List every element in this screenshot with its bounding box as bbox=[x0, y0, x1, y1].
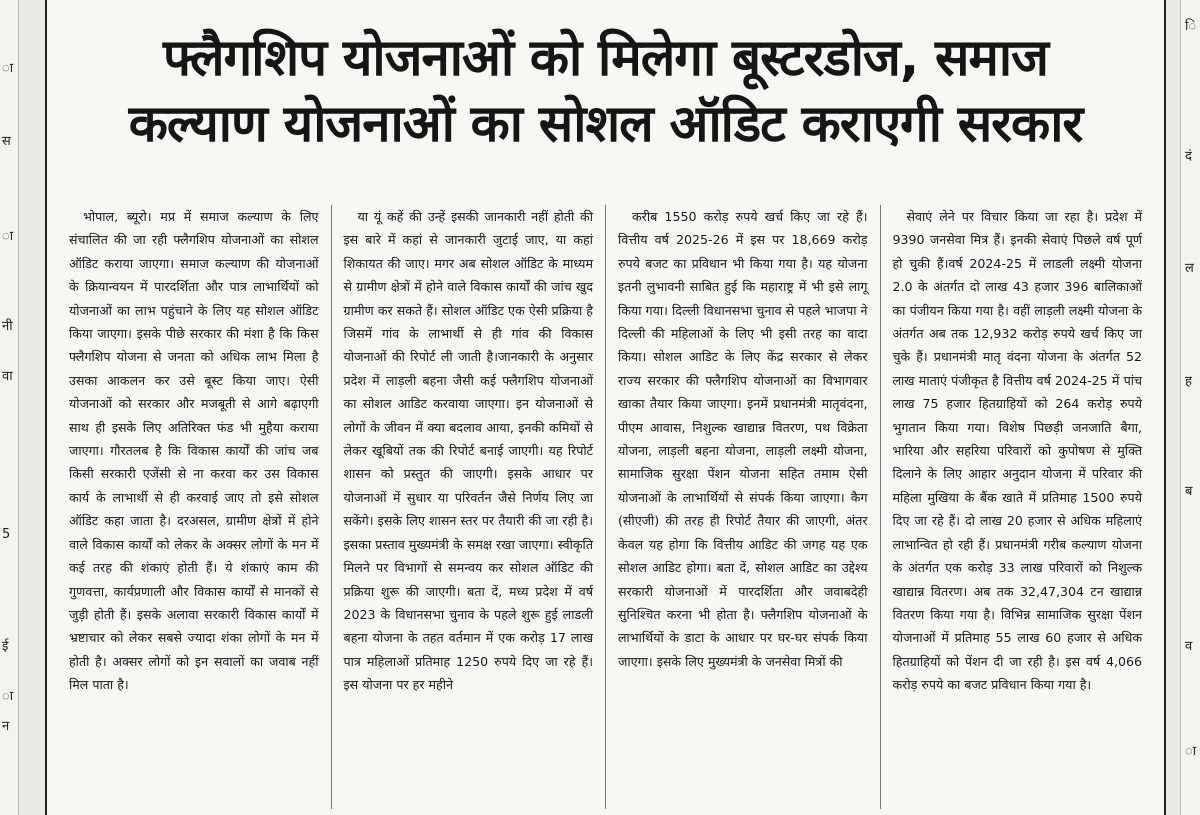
right-fragment: ब bbox=[1185, 484, 1193, 499]
left-fragment: ा bbox=[2, 229, 14, 244]
right-fragment: व bbox=[1185, 639, 1193, 654]
left-fragment: ई bbox=[2, 639, 9, 654]
right-fragment: ा bbox=[1185, 744, 1197, 759]
article-body bbox=[57, 205, 1154, 809]
adjacent-article-right-edge bbox=[1180, 0, 1200, 815]
right-fragment: दं bbox=[1185, 149, 1192, 164]
left-fragment: स bbox=[2, 134, 11, 149]
newspaper-article bbox=[45, 0, 1166, 815]
column-text: या यूं कहें की उन्हें इसकी जानकारी नहीं होती की इस बारे में कहां से जानकारी जुटाई जाए, या कहां शिकायत की जाए। मगर अब सोशल ऑडिट के माध्यम से ग्रामीण क्षेत्रों में होने वाले विकास कार्यों की जांच खुद ग्रामीण कर सकते हैं। सोशल ऑडिट एक ऐसी प्रक्रिया है जिसमें गांव के लाभार्थी से ही गांव की विकास योजनाओं की रिपोर्ट ली जाती है।जानकारी के अनुसार प्रदेश में लाड़ली बहना जैसी कई फ्लैगशिप योजनाओं का सोशल आडिट करवाया जाएगा। इन योजनाओं से लोगों के जीवन में क्या बदलाव आया, इनकी कमियों से लेकर खूबियों तक की रिपोर्ट बनाई जाएगी। यह रिपोर्ट शासन को प्रस्तुत की जाएगी। इसके आधार पर योजनाओं में सुधार या परिवर्तन जैसे निर्णय लिए जा सकेंगे। इसके लिए शासन स्तर पर तैयारी की जा रही है। इसका प्रस्ताव मुख्यमंत्री के समक्ष रखा जाएगा। स्वीकृति मिलने पर विभागों से समन्वय कर सोशल ऑडिट की प्रक्रिया शुरू की जाएगी। बता दें, मध्य प्रदेश में वर्ष 2023 के विधानसभा चुनाव के पहले शुरू हुई लाडली बहना योजना के तहत वर्तमान में एक करोड़ 17 लाख पात्र महिलाओं प्रतिमाह 1250 रुपये दिए जा रहे हैं। इस योजना पर हर महीने bbox=[343, 209, 593, 693]
headline-line-1: फ्लैगशिप योजनाओं को मिलेगा बूस्टरडोज, समाज bbox=[163, 29, 1048, 88]
left-fragment: नी bbox=[2, 319, 13, 334]
left-fragment: 5 bbox=[2, 527, 11, 542]
right-fragment: ल bbox=[1185, 261, 1194, 276]
body-column-4 bbox=[880, 205, 1155, 809]
adjacent-article-left-edge bbox=[0, 0, 19, 815]
column-text: करीब 1550 करोड़ रुपये खर्च किए जा रहे हैं। वित्तीय वर्ष 2025-26 में इस पर 18,669 करोड़ रुपये बजट का प्रविधान भी किया गया है। यह योजना इतनी लुभावनी साबित हुई कि महाराष्ट्र में भी इसे लागू किया गया। दिल्ली विधानसभा चुनाव से पहले भाजपा ने दिल्ली की महिलाओं के लिए भी इसी तरह का वादा किया। सोशल आडिट के लिए केंद्र सरकार से लेकर राज्य सरकार की फ्लैगशिप योजनाओं का विभागवार खाका तैयार किया जाएगा। इनमें प्रधानमंत्री मातृवंदना, पीएम आवास, निशुल्क खाद्यान्न वितरण, पथ विक्रेता योजना, लाड़ली बहना योजना, लाड़ली लक्ष्मी योजना, सामाजिक सुरक्षा पेंशन योजना सहित तमाम ऐसी योजनाओं के लाभार्थियों से संपर्क किया जाएगा। कैग (सीएजी) की तरह ही रिपोर्ट तैयार की जाएगी, अंतर केवल यह होगा कि वित्तीय आडिट की जगह यह एक सोशल आडिट होगा। बता दें, सोशल आडिट का उद्देश्य सरकारी योजनाओं में पारदर्शिता और जवाबदेही सुनिश्चित करना भी होता है। फ्लैगशिप योजनाओं के लाभार्थियों के डाटा के आधार पर घर-घर संपर्क किया जाएगा। इसके लिए मुख्यमंत्री के जनसेवा मित्रों की bbox=[618, 209, 868, 669]
left-fragment: न bbox=[2, 719, 10, 734]
body-column-1 bbox=[57, 205, 331, 809]
body-column-3 bbox=[605, 205, 880, 809]
body-column-2 bbox=[331, 205, 606, 809]
headline-line-2: कल्याण योजनाओं का सोशल ऑडिट कराएगी सरकार bbox=[128, 95, 1083, 154]
left-fragment: ा bbox=[2, 61, 14, 76]
right-fragment: ि bbox=[1185, 19, 1197, 34]
column-text: सेवाएं लेने पर विचार किया जा रहा है। प्रदेश में 9390 जनसेवा मित्र हैं। इनकी सेवाएं पिछले वर्ष पूर्ण हो चुकी हैं।वर्ष 2024-25 में लाडली लक्ष्मी योजना 2.0 के अंतर्गत दो लाख 43 हजार 396 बालिकाओं का पंजीयन किया गया है। वहीं लाड़ली लक्ष्मी योजना के अंतर्गत अब तक 12,932 करोड़ रुपये खर्च किए जा चुके हैं। प्रधानमंत्री मातृ वंदना योजना के अंतर्गत 52 लाख माताएं पंजीकृत है वित्तीय वर्ष 2024-25 में पांच लाख 75 हजार हितग्राहियों को 264 करोड़ रुपये भुगतान किया गया। विशेष पिछड़ी जनजाति बैगा, भारिया और सहरिया परिवारों को कुपोषण से मुक्ति दिलाने के लिए आहार अनुदान योजना में परिवार की महिला मुखिया के बैंक खाते में प्रतिमाह 1500 रुपये दिए जा रहे हैं। दो लाख 20 हजार से अधिक महिलाएं लाभान्वित हो रही हैं। प्रधानमंत्री गरीब कल्याण योजना के अंतर्गत एक करोड़ 33 लाख परिवारों को निशुल्क खाद्यान्न वितरण। अब तक 32,47,304 टन खाद्यान्न वितरण किया गया है। विभिन्न सामाजिक सुरक्षा पेंशन योजनाओं में प्रतिमाह 55 लाख 60 हजार से अधिक हितग्राहियों को पेंशन दी जा रही है। इस वर्ष 4,066 करोड़ रुपये का बजट प्रविधान किया गया है। bbox=[892, 209, 1142, 693]
right-fragment: ह bbox=[1185, 374, 1192, 389]
left-fragment: ा bbox=[2, 689, 14, 704]
column-text: भोपाल, ब्यूरो। मप्र में समाज कल्याण के लिए संचालित की जा रही फ्लैगशिप योजनाओं का सोशल ऑडिट कराया जाएगा। समाज कल्याण की योजनाओं के क्रियान्वयन में पारदर्शिता और पात्र लाभार्थियों को योजनाओं का लाभ पहुंचाने के लिए यह सोशल ऑडिट किया जाएगा। इसके पीछे सरकार की मंशा है कि किस फ्लैगशिप योजना से जनता को अधिक लाभ मिला है उसका आकलन कर उसे बूस्ट किया जाए। ऐसी योजनाओं को सरकार और मजबूती से आगे बढ़ाएगी साथ ही इसके लिए अतिरिक्त फंड भी मुहैया कराया जाएगा। गौरतलब है कि विकास कार्यों की जांच जब किसी सरकारी एजेंसी से ना करवा कर उस विकास कार्य के लाभार्थी से ही करवाई जाए तो इसे सोशल ऑडिट कहा जाता है। दरअसल, ग्रामीण क्षेत्रों में होने वाले विकास कार्यों को लेकर के अक्सर लोगों के मन में कई तरह की शंकाएं होती हैं। ये शंकाएं काम की गुणवत्ता, कार्यप्रणाली और विकास कार्यों से मानकों से जुड़ी होती हैं। इसके अलावा सरकारी विकास कार्यों में भ्रष्टाचार को लेकर सबसे ज्यादा शंका लोगों के मन में होती है। अक्सर लोगों को इन सवालों का जवाब नहीं मिल पाता है। bbox=[69, 209, 319, 693]
left-fragment: वा bbox=[2, 369, 13, 384]
article-headline bbox=[47, 0, 1164, 158]
